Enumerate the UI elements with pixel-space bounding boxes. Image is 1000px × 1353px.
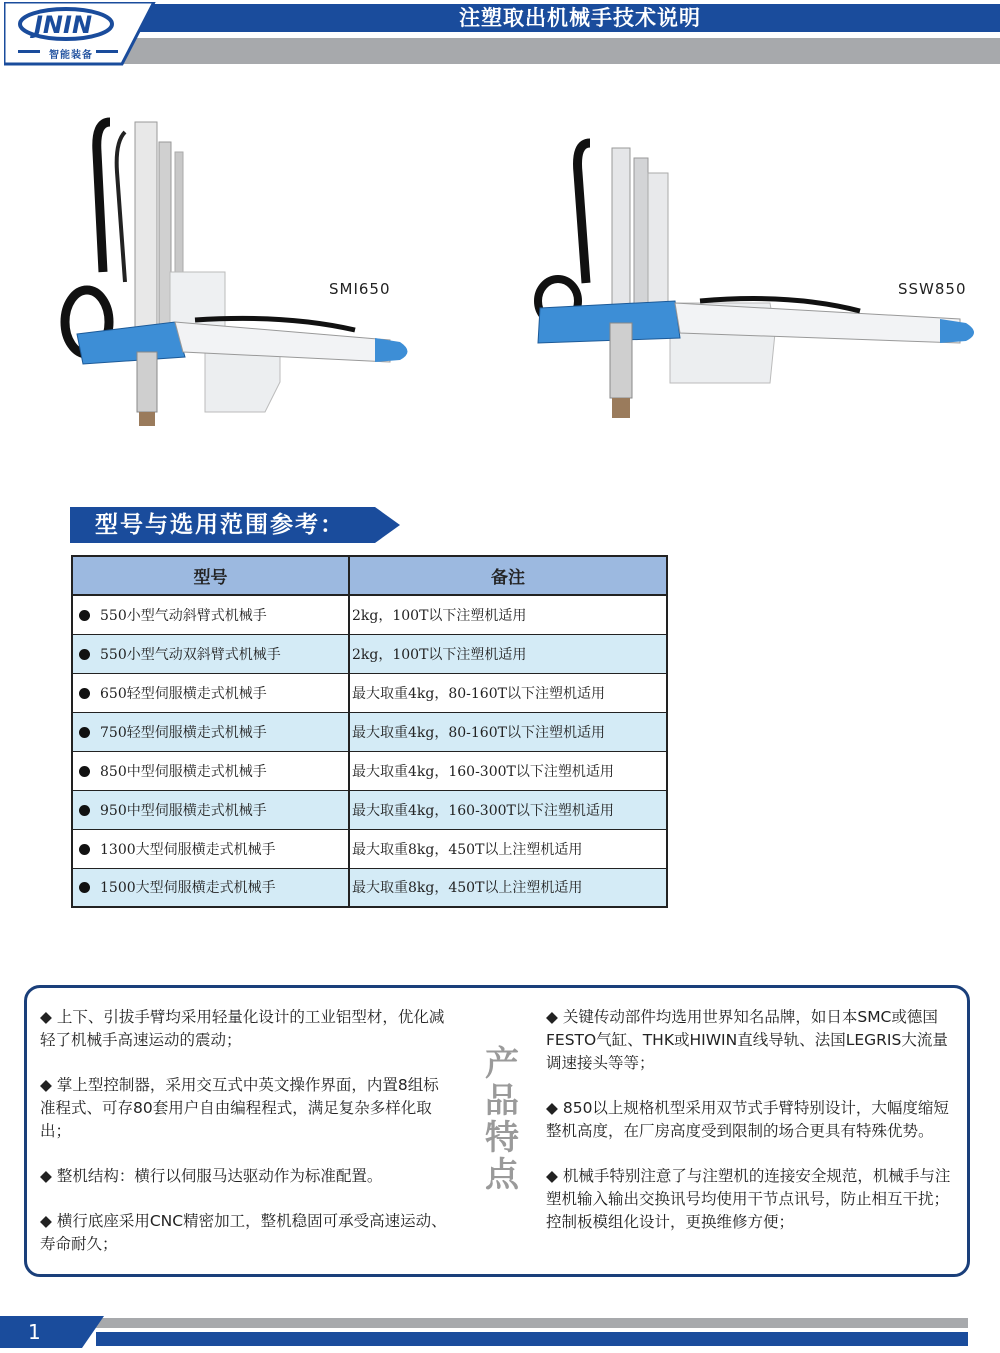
- bullet-icon: [79, 727, 90, 738]
- note-cell: 最大取重8kg，450T以上注塑机适用: [349, 868, 667, 907]
- bullet-icon: [79, 882, 90, 893]
- note-cell: 最大取重4kg，80-160T以下注塑机适用: [349, 673, 667, 712]
- note-cell: 2kg，100T以下注塑机适用: [349, 595, 667, 634]
- robot-label-ssw850: SSW850: [898, 280, 967, 298]
- page-title: 注塑取出机械手技术说明: [459, 6, 701, 30]
- note-cell: 2kg，100T以下注塑机适用: [349, 634, 667, 673]
- table-row: [72, 673, 667, 712]
- model-cell: [72, 595, 349, 634]
- feature-item: ◆ 横行底座采用CNC精密加工，整机稳固可承受高速运动、寿命耐久；: [40, 1212, 447, 1253]
- header-grey-bar: [118, 38, 1000, 64]
- page-number: 1: [28, 1320, 41, 1344]
- table-row: [72, 790, 667, 829]
- svg-text:JNIN: JNIN: [34, 11, 93, 39]
- table-row: [72, 595, 667, 634]
- table-row: [72, 712, 667, 751]
- features-right-column: [546, 1006, 956, 1256]
- model-name: 650轻型伺服横走式机械手: [100, 685, 267, 702]
- note-cell: 最大取重4kg，80-160T以下注塑机适用: [349, 712, 667, 751]
- model-cell: [72, 751, 349, 790]
- bullet-icon: [79, 610, 90, 621]
- footer-blue-bar: [96, 1332, 968, 1346]
- model-name: 550小型气动斜臂式机械手: [100, 607, 267, 624]
- bullet-icon: [79, 805, 90, 816]
- model-cell: [72, 868, 349, 907]
- table-header-row: [72, 556, 667, 595]
- table-row: [72, 829, 667, 868]
- model-cell: [72, 790, 349, 829]
- feature-item: ◆ 掌上型控制器，采用交互式中英文操作界面，内置8组标准程式、可存80套用户自由编程程式，满足复杂多样化取出；: [40, 1076, 439, 1140]
- features-left-column: [40, 1006, 450, 1278]
- model-cell: [72, 829, 349, 868]
- model-cell: [72, 673, 349, 712]
- model-cell: [72, 712, 349, 751]
- bullet-icon: [79, 766, 90, 777]
- feature-item: ◆ 上下、引拔手臂均采用轻量化设计的工业铝型材，优化减轻了机械手高速运动的震动；: [40, 1008, 445, 1049]
- feature-item: ◆ 850以上规格机型采用双节式手臂特别设计，大幅度缩短整机高度，在厂房高度受到限制的场合更具有特殊优势。: [546, 1099, 949, 1140]
- logo-subtitle: 智能装备: [49, 50, 93, 61]
- model-name: 1500大型伺服横走式机械手: [100, 880, 276, 897]
- footer-grey-bar: [84, 1318, 968, 1328]
- model-name: 850中型伺服横走式机械手: [100, 763, 267, 780]
- column-header-model: 型号: [72, 556, 349, 595]
- table-row: [72, 868, 667, 907]
- feature-item: ◆ 关键传动部件均选用世界知名品牌，如日本SMC或德国FESTO气缸、THK或HIWIN直线导轨、法国LEGRIS大流量调速接头等等；: [546, 1008, 948, 1072]
- table-row: [72, 634, 667, 673]
- model-name: 950中型伺服横走式机械手: [100, 802, 267, 819]
- model-name: 750轻型伺服横走式机械手: [100, 724, 267, 741]
- feature-item: ◆ 整机结构：横行以伺服马达驱动作为标准配置。: [40, 1167, 383, 1185]
- bullet-icon: [79, 844, 90, 855]
- note-cell: 最大取重4kg，160-300T以下注塑机适用: [349, 751, 667, 790]
- column-header-note: 备注: [349, 556, 667, 595]
- model-name: 550小型气动双斜臂式机械手: [100, 646, 281, 663]
- section-title: 型号与选用范围参考：: [95, 512, 345, 538]
- company-logo: [4, 2, 156, 64]
- model-cell: [72, 634, 349, 673]
- model-selection-table: [71, 555, 668, 908]
- robot-label-smi650: SMI650: [329, 280, 391, 298]
- table-row: [72, 751, 667, 790]
- note-cell: 最大取重8kg，450T以上注塑机适用: [349, 829, 667, 868]
- feature-item: ◆ 机械手特别注意了与注塑机的连接安全规范，机械手与注塑机输入输出交换讯号均使用干节点讯号，防止相互干扰；控制板模组化设计，更换维修方便；: [546, 1167, 951, 1231]
- robot-image-smi650: [55, 112, 415, 432]
- bullet-icon: [79, 688, 90, 699]
- features-heading: 产品特点: [485, 1044, 519, 1195]
- model-name: 1300大型伺服横走式机械手: [100, 841, 276, 858]
- note-cell: 最大取重4kg，160-300T以下注塑机适用: [349, 790, 667, 829]
- bullet-icon: [79, 649, 90, 660]
